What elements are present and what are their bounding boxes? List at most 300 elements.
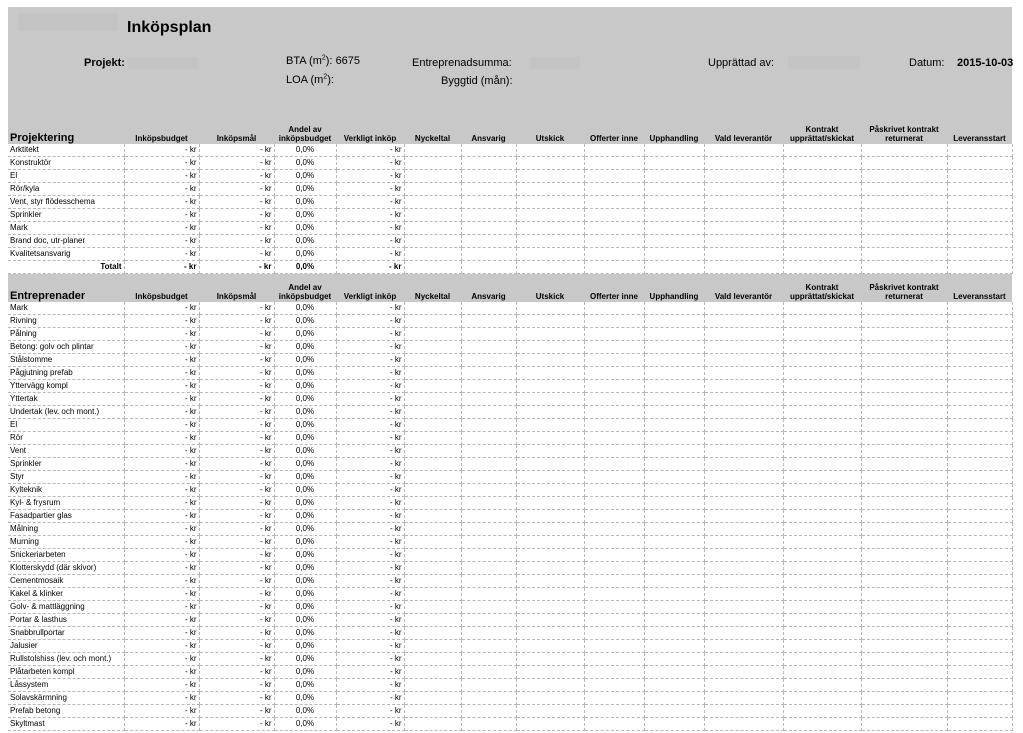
- cell-offerter[interactable]: [584, 523, 644, 536]
- cell-leveransstart[interactable]: [947, 705, 1012, 718]
- cell-paskrivet[interactable]: [861, 144, 947, 157]
- cell-upphandling[interactable]: [644, 315, 704, 328]
- cell-paskrivet[interactable]: [861, 497, 947, 510]
- cell-leveransstart[interactable]: [947, 209, 1012, 222]
- cell-nyckeltal[interactable]: [404, 432, 461, 445]
- cell-utskick[interactable]: [516, 380, 584, 393]
- cell-offerter[interactable]: [584, 183, 644, 196]
- cell-leveransstart[interactable]: [947, 170, 1012, 183]
- cell-utskick[interactable]: [516, 406, 584, 419]
- cell-ansvarig[interactable]: [461, 627, 516, 640]
- cell-utskick[interactable]: [516, 653, 584, 666]
- cell-offerter[interactable]: [584, 393, 644, 406]
- cell-paskrivet[interactable]: [861, 510, 947, 523]
- cell-utskick[interactable]: [516, 419, 584, 432]
- cell-ansvarig[interactable]: [461, 393, 516, 406]
- cell-nyckeltal[interactable]: [404, 248, 461, 261]
- cell-ansvarig[interactable]: [461, 406, 516, 419]
- cell-nyckeltal[interactable]: [404, 549, 461, 562]
- cell-ansvarig[interactable]: [461, 614, 516, 627]
- cell-upphandling[interactable]: [644, 510, 704, 523]
- cell-ansvarig[interactable]: [461, 235, 516, 248]
- cell-utskick[interactable]: [516, 614, 584, 627]
- cell-utskick[interactable]: [516, 432, 584, 445]
- cell-paskrivet[interactable]: [861, 196, 947, 209]
- cell-leveransstart[interactable]: [947, 679, 1012, 692]
- cell-kontrakt[interactable]: [783, 393, 861, 406]
- cell-nyckeltal[interactable]: [404, 471, 461, 484]
- cell-upphandling[interactable]: [644, 653, 704, 666]
- cell-vald[interactable]: [704, 315, 783, 328]
- cell-paskrivet[interactable]: [861, 588, 947, 601]
- cell-leveransstart[interactable]: [947, 432, 1012, 445]
- cell-nyckeltal[interactable]: [404, 170, 461, 183]
- cell-utskick[interactable]: [516, 523, 584, 536]
- cell-utskick[interactable]: [516, 354, 584, 367]
- cell-upphandling[interactable]: [644, 144, 704, 157]
- cell-leveransstart[interactable]: [947, 261, 1012, 274]
- cell-offerter[interactable]: [584, 209, 644, 222]
- cell-leveransstart[interactable]: [947, 406, 1012, 419]
- cell-utskick[interactable]: [516, 510, 584, 523]
- cell-vald[interactable]: [704, 380, 783, 393]
- cell-nyckeltal[interactable]: [404, 497, 461, 510]
- cell-utskick[interactable]: [516, 183, 584, 196]
- cell-vald[interactable]: [704, 432, 783, 445]
- cell-upphandling[interactable]: [644, 536, 704, 549]
- cell-kontrakt[interactable]: [783, 627, 861, 640]
- cell-kontrakt[interactable]: [783, 315, 861, 328]
- cell-nyckeltal[interactable]: [404, 393, 461, 406]
- cell-offerter[interactable]: [584, 484, 644, 497]
- cell-upphandling[interactable]: [644, 302, 704, 315]
- cell-utskick[interactable]: [516, 705, 584, 718]
- cell-utskick[interactable]: [516, 367, 584, 380]
- cell-leveransstart[interactable]: [947, 601, 1012, 614]
- cell-vald[interactable]: [704, 614, 783, 627]
- cell-nyckeltal[interactable]: [404, 341, 461, 354]
- cell-upphandling[interactable]: [644, 497, 704, 510]
- cell-leveransstart[interactable]: [947, 144, 1012, 157]
- cell-vald[interactable]: [704, 235, 783, 248]
- cell-nyckeltal[interactable]: [404, 222, 461, 235]
- cell-leveransstart[interactable]: [947, 196, 1012, 209]
- cell-ansvarig[interactable]: [461, 445, 516, 458]
- cell-utskick[interactable]: [516, 248, 584, 261]
- cell-vald[interactable]: [704, 471, 783, 484]
- cell-utskick[interactable]: [516, 718, 584, 731]
- cell-nyckeltal[interactable]: [404, 445, 461, 458]
- cell-leveransstart[interactable]: [947, 497, 1012, 510]
- cell-upphandling[interactable]: [644, 235, 704, 248]
- cell-ansvarig[interactable]: [461, 419, 516, 432]
- cell-upphandling[interactable]: [644, 718, 704, 731]
- cell-ansvarig[interactable]: [461, 523, 516, 536]
- cell-upphandling[interactable]: [644, 157, 704, 170]
- cell-upphandling[interactable]: [644, 248, 704, 261]
- cell-offerter[interactable]: [584, 692, 644, 705]
- cell-nyckeltal[interactable]: [404, 144, 461, 157]
- cell-nyckeltal[interactable]: [404, 601, 461, 614]
- cell-kontrakt[interactable]: [783, 354, 861, 367]
- cell-upphandling[interactable]: [644, 445, 704, 458]
- cell-paskrivet[interactable]: [861, 248, 947, 261]
- cell-kontrakt[interactable]: [783, 380, 861, 393]
- cell-paskrivet[interactable]: [861, 458, 947, 471]
- cell-ansvarig[interactable]: [461, 536, 516, 549]
- cell-utskick[interactable]: [516, 627, 584, 640]
- cell-vald[interactable]: [704, 445, 783, 458]
- cell-leveransstart[interactable]: [947, 157, 1012, 170]
- cell-paskrivet[interactable]: [861, 523, 947, 536]
- cell-leveransstart[interactable]: [947, 419, 1012, 432]
- cell-ansvarig[interactable]: [461, 471, 516, 484]
- cell-kontrakt[interactable]: [783, 679, 861, 692]
- cell-utskick[interactable]: [516, 601, 584, 614]
- cell-vald[interactable]: [704, 367, 783, 380]
- cell-paskrivet[interactable]: [861, 341, 947, 354]
- cell-upphandling[interactable]: [644, 601, 704, 614]
- cell-utskick[interactable]: [516, 196, 584, 209]
- cell-ansvarig[interactable]: [461, 209, 516, 222]
- cell-offerter[interactable]: [584, 497, 644, 510]
- cell-vald[interactable]: [704, 209, 783, 222]
- cell-ansvarig[interactable]: [461, 222, 516, 235]
- cell-nyckeltal[interactable]: [404, 640, 461, 653]
- cell-ansvarig[interactable]: [461, 575, 516, 588]
- cell-paskrivet[interactable]: [861, 367, 947, 380]
- cell-nyckeltal[interactable]: [404, 458, 461, 471]
- cell-paskrivet[interactable]: [861, 536, 947, 549]
- cell-nyckeltal[interactable]: [404, 315, 461, 328]
- cell-ansvarig[interactable]: [461, 367, 516, 380]
- cell-vald[interactable]: [704, 653, 783, 666]
- cell-offerter[interactable]: [584, 575, 644, 588]
- cell-utskick[interactable]: [516, 666, 584, 679]
- cell-utskick[interactable]: [516, 549, 584, 562]
- cell-upphandling[interactable]: [644, 562, 704, 575]
- cell-upphandling[interactable]: [644, 666, 704, 679]
- cell-offerter[interactable]: [584, 222, 644, 235]
- cell-paskrivet[interactable]: [861, 601, 947, 614]
- cell-paskrivet[interactable]: [861, 549, 947, 562]
- cell-kontrakt[interactable]: [783, 601, 861, 614]
- cell-vald[interactable]: [704, 328, 783, 341]
- cell-leveransstart[interactable]: [947, 692, 1012, 705]
- cell-nyckeltal[interactable]: [404, 653, 461, 666]
- cell-leveransstart[interactable]: [947, 588, 1012, 601]
- cell-leveransstart[interactable]: [947, 222, 1012, 235]
- cell-upphandling[interactable]: [644, 209, 704, 222]
- cell-utskick[interactable]: [516, 458, 584, 471]
- cell-utskick[interactable]: [516, 575, 584, 588]
- cell-nyckeltal[interactable]: [404, 196, 461, 209]
- cell-ansvarig[interactable]: [461, 705, 516, 718]
- cell-kontrakt[interactable]: [783, 562, 861, 575]
- cell-utskick[interactable]: [516, 484, 584, 497]
- cell-ansvarig[interactable]: [461, 497, 516, 510]
- cell-kontrakt[interactable]: [783, 445, 861, 458]
- cell-upphandling[interactable]: [644, 679, 704, 692]
- cell-leveransstart[interactable]: [947, 445, 1012, 458]
- cell-kontrakt[interactable]: [783, 692, 861, 705]
- cell-vald[interactable]: [704, 536, 783, 549]
- cell-kontrakt[interactable]: [783, 718, 861, 731]
- cell-kontrakt[interactable]: [783, 510, 861, 523]
- cell-kontrakt[interactable]: [783, 419, 861, 432]
- cell-offerter[interactable]: [584, 157, 644, 170]
- cell-utskick[interactable]: [516, 640, 584, 653]
- cell-leveransstart[interactable]: [947, 248, 1012, 261]
- cell-nyckeltal[interactable]: [404, 209, 461, 222]
- cell-leveransstart[interactable]: [947, 653, 1012, 666]
- cell-offerter[interactable]: [584, 471, 644, 484]
- cell-vald[interactable]: [704, 302, 783, 315]
- cell-vald[interactable]: [704, 640, 783, 653]
- cell-kontrakt[interactable]: [783, 614, 861, 627]
- cell-offerter[interactable]: [584, 235, 644, 248]
- cell-kontrakt[interactable]: [783, 432, 861, 445]
- cell-kontrakt[interactable]: [783, 588, 861, 601]
- cell-offerter[interactable]: [584, 315, 644, 328]
- cell-kontrakt[interactable]: [783, 328, 861, 341]
- cell-offerter[interactable]: [584, 627, 644, 640]
- cell-utskick[interactable]: [516, 445, 584, 458]
- cell-paskrivet[interactable]: [861, 627, 947, 640]
- cell-offerter[interactable]: [584, 718, 644, 731]
- cell-paskrivet[interactable]: [861, 432, 947, 445]
- cell-kontrakt[interactable]: [783, 157, 861, 170]
- cell-upphandling[interactable]: [644, 367, 704, 380]
- cell-vald[interactable]: [704, 692, 783, 705]
- cell-leveransstart[interactable]: [947, 575, 1012, 588]
- cell-leveransstart[interactable]: [947, 183, 1012, 196]
- cell-offerter[interactable]: [584, 601, 644, 614]
- cell-kontrakt[interactable]: [783, 196, 861, 209]
- cell-kontrakt[interactable]: [783, 640, 861, 653]
- cell-paskrivet[interactable]: [861, 679, 947, 692]
- cell-offerter[interactable]: [584, 248, 644, 261]
- cell-paskrivet[interactable]: [861, 157, 947, 170]
- cell-offerter[interactable]: [584, 144, 644, 157]
- cell-ansvarig[interactable]: [461, 510, 516, 523]
- cell-utskick[interactable]: [516, 692, 584, 705]
- cell-utskick[interactable]: [516, 341, 584, 354]
- cell-upphandling[interactable]: [644, 484, 704, 497]
- cell-paskrivet[interactable]: [861, 406, 947, 419]
- cell-leveransstart[interactable]: [947, 536, 1012, 549]
- cell-vald[interactable]: [704, 354, 783, 367]
- cell-kontrakt[interactable]: [783, 575, 861, 588]
- cell-upphandling[interactable]: [644, 222, 704, 235]
- cell-offerter[interactable]: [584, 458, 644, 471]
- cell-vald[interactable]: [704, 510, 783, 523]
- cell-vald[interactable]: [704, 406, 783, 419]
- cell-ansvarig[interactable]: [461, 562, 516, 575]
- cell-kontrakt[interactable]: [783, 471, 861, 484]
- cell-offerter[interactable]: [584, 170, 644, 183]
- cell-leveransstart[interactable]: [947, 718, 1012, 731]
- cell-leveransstart[interactable]: [947, 380, 1012, 393]
- cell-paskrivet[interactable]: [861, 718, 947, 731]
- cell-ansvarig[interactable]: [461, 341, 516, 354]
- cell-offerter[interactable]: [584, 419, 644, 432]
- cell-ansvarig[interactable]: [461, 640, 516, 653]
- cell-offerter[interactable]: [584, 380, 644, 393]
- cell-vald[interactable]: [704, 718, 783, 731]
- cell-utskick[interactable]: [516, 679, 584, 692]
- cell-nyckeltal[interactable]: [404, 679, 461, 692]
- cell-nyckeltal[interactable]: [404, 692, 461, 705]
- cell-leveransstart[interactable]: [947, 640, 1012, 653]
- cell-vald[interactable]: [704, 484, 783, 497]
- cell-leveransstart[interactable]: [947, 235, 1012, 248]
- cell-upphandling[interactable]: [644, 196, 704, 209]
- cell-upphandling[interactable]: [644, 354, 704, 367]
- cell-nyckeltal[interactable]: [404, 183, 461, 196]
- cell-ansvarig[interactable]: [461, 170, 516, 183]
- cell-kontrakt[interactable]: [783, 666, 861, 679]
- cell-vald[interactable]: [704, 419, 783, 432]
- cell-paskrivet[interactable]: [861, 235, 947, 248]
- cell-leveransstart[interactable]: [947, 302, 1012, 315]
- cell-paskrivet[interactable]: [861, 614, 947, 627]
- cell-utskick[interactable]: [516, 471, 584, 484]
- cell-ansvarig[interactable]: [461, 157, 516, 170]
- cell-kontrakt[interactable]: [783, 406, 861, 419]
- cell-vald[interactable]: [704, 679, 783, 692]
- cell-vald[interactable]: [704, 196, 783, 209]
- cell-nyckeltal[interactable]: [404, 354, 461, 367]
- cell-upphandling[interactable]: [644, 627, 704, 640]
- cell-utskick[interactable]: [516, 144, 584, 157]
- cell-nyckeltal[interactable]: [404, 523, 461, 536]
- cell-offerter[interactable]: [584, 588, 644, 601]
- cell-upphandling[interactable]: [644, 575, 704, 588]
- cell-upphandling[interactable]: [644, 261, 704, 274]
- cell-leveransstart[interactable]: [947, 471, 1012, 484]
- cell-paskrivet[interactable]: [861, 209, 947, 222]
- cell-upphandling[interactable]: [644, 614, 704, 627]
- cell-upphandling[interactable]: [644, 523, 704, 536]
- cell-upphandling[interactable]: [644, 170, 704, 183]
- cell-utskick[interactable]: [516, 170, 584, 183]
- cell-kontrakt[interactable]: [783, 536, 861, 549]
- cell-kontrakt[interactable]: [783, 209, 861, 222]
- cell-nyckeltal[interactable]: [404, 575, 461, 588]
- cell-upphandling[interactable]: [644, 328, 704, 341]
- cell-utskick[interactable]: [516, 315, 584, 328]
- cell-nyckeltal[interactable]: [404, 536, 461, 549]
- cell-paskrivet[interactable]: [861, 183, 947, 196]
- cell-nyckeltal[interactable]: [404, 380, 461, 393]
- cell-vald[interactable]: [704, 157, 783, 170]
- cell-paskrivet[interactable]: [861, 653, 947, 666]
- cell-paskrivet[interactable]: [861, 575, 947, 588]
- cell-ansvarig[interactable]: [461, 380, 516, 393]
- cell-ansvarig[interactable]: [461, 432, 516, 445]
- cell-ansvarig[interactable]: [461, 315, 516, 328]
- cell-ansvarig[interactable]: [461, 248, 516, 261]
- cell-utskick[interactable]: [516, 157, 584, 170]
- cell-leveransstart[interactable]: [947, 523, 1012, 536]
- cell-paskrivet[interactable]: [861, 261, 947, 274]
- cell-utskick[interactable]: [516, 302, 584, 315]
- cell-offerter[interactable]: [584, 549, 644, 562]
- cell-leveransstart[interactable]: [947, 627, 1012, 640]
- cell-upphandling[interactable]: [644, 432, 704, 445]
- cell-paskrivet[interactable]: [861, 640, 947, 653]
- cell-offerter[interactable]: [584, 510, 644, 523]
- cell-vald[interactable]: [704, 705, 783, 718]
- cell-paskrivet[interactable]: [861, 562, 947, 575]
- cell-utskick[interactable]: [516, 235, 584, 248]
- cell-upphandling[interactable]: [644, 406, 704, 419]
- cell-vald[interactable]: [704, 341, 783, 354]
- cell-kontrakt[interactable]: [783, 523, 861, 536]
- cell-kontrakt[interactable]: [783, 653, 861, 666]
- cell-vald[interactable]: [704, 170, 783, 183]
- cell-vald[interactable]: [704, 549, 783, 562]
- cell-upphandling[interactable]: [644, 692, 704, 705]
- cell-offerter[interactable]: [584, 614, 644, 627]
- cell-offerter[interactable]: [584, 354, 644, 367]
- cell-ansvarig[interactable]: [461, 196, 516, 209]
- cell-offerter[interactable]: [584, 261, 644, 274]
- cell-leveransstart[interactable]: [947, 484, 1012, 497]
- cell-ansvarig[interactable]: [461, 458, 516, 471]
- cell-utskick[interactable]: [516, 209, 584, 222]
- cell-kontrakt[interactable]: [783, 497, 861, 510]
- cell-offerter[interactable]: [584, 679, 644, 692]
- cell-ansvarig[interactable]: [461, 183, 516, 196]
- cell-ansvarig[interactable]: [461, 679, 516, 692]
- cell-offerter[interactable]: [584, 666, 644, 679]
- cell-ansvarig[interactable]: [461, 588, 516, 601]
- cell-vald[interactable]: [704, 627, 783, 640]
- cell-kontrakt[interactable]: [783, 484, 861, 497]
- cell-vald[interactable]: [704, 562, 783, 575]
- cell-ansvarig[interactable]: [461, 549, 516, 562]
- cell-offerter[interactable]: [584, 406, 644, 419]
- cell-leveransstart[interactable]: [947, 393, 1012, 406]
- cell-nyckeltal[interactable]: [404, 328, 461, 341]
- cell-upphandling[interactable]: [644, 393, 704, 406]
- cell-nyckeltal[interactable]: [404, 406, 461, 419]
- cell-paskrivet[interactable]: [861, 302, 947, 315]
- cell-paskrivet[interactable]: [861, 484, 947, 497]
- cell-ansvarig[interactable]: [461, 354, 516, 367]
- cell-ansvarig[interactable]: [461, 328, 516, 341]
- cell-paskrivet[interactable]: [861, 328, 947, 341]
- cell-paskrivet[interactable]: [861, 692, 947, 705]
- cell-leveransstart[interactable]: [947, 614, 1012, 627]
- cell-vald[interactable]: [704, 588, 783, 601]
- cell-upphandling[interactable]: [644, 705, 704, 718]
- cell-nyckeltal[interactable]: [404, 666, 461, 679]
- cell-vald[interactable]: [704, 144, 783, 157]
- cell-ansvarig[interactable]: [461, 601, 516, 614]
- cell-offerter[interactable]: [584, 562, 644, 575]
- cell-kontrakt[interactable]: [783, 248, 861, 261]
- cell-nyckeltal[interactable]: [404, 367, 461, 380]
- cell-paskrivet[interactable]: [861, 315, 947, 328]
- cell-ansvarig[interactable]: [461, 261, 516, 274]
- cell-vald[interactable]: [704, 497, 783, 510]
- cell-vald[interactable]: [704, 183, 783, 196]
- cell-paskrivet[interactable]: [861, 222, 947, 235]
- cell-nyckeltal[interactable]: [404, 157, 461, 170]
